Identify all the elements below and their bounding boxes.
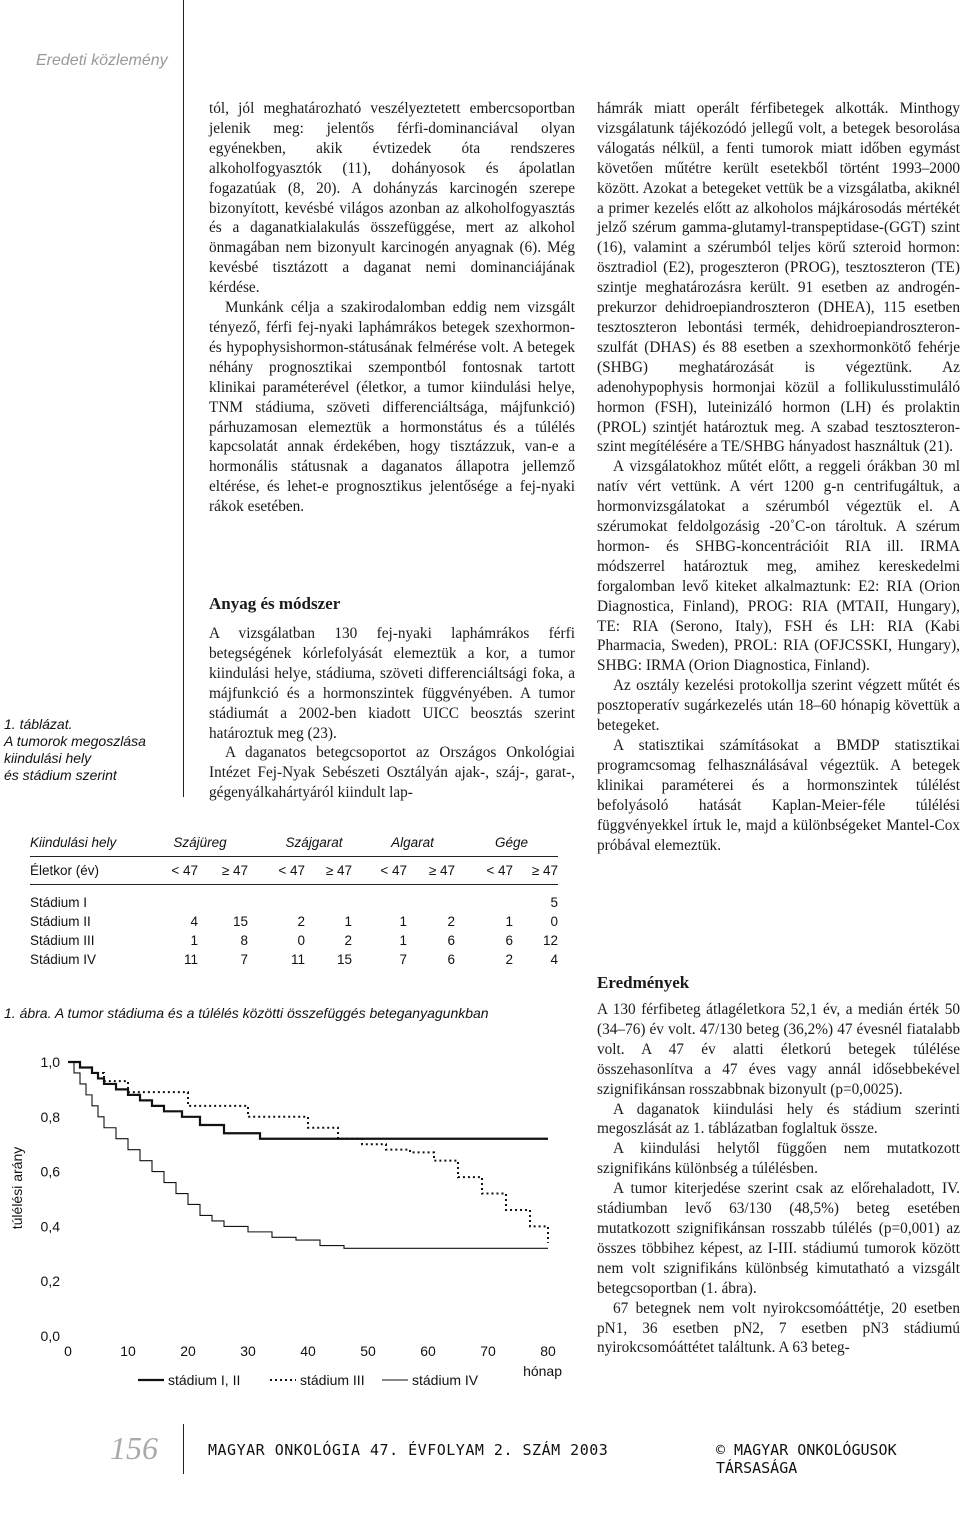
paragraph: A tumor kiterjedése szerint csak az előrehaladott, IV. stádiumban levő 63/130 (48,5%) beteg esetében mutatkozott szignifikánsan rosszabb túlélés (p=0,001) az összes többihez képest, az I-III. stádiumú tumorok között nem volt szignifikáns különbség kimutatható a vizsgált betegcsoportban (1. ábra).: [597, 1180, 960, 1297]
paragraph: A 130 férfibeteg átlagéletkora 52,1 év, a medián érték 50 (34–76) év volt. 47/130 beteg (36,2%) 47 évesnél fiatalabb volt. A 47 év alatti életkorú betegek túlélése összehasonlítva a 47 éves vagy annál idősebbekével szignifikánsan rosszabbnak bizonyult (p=0,0025).: [597, 1001, 960, 1098]
table-cell: [248, 885, 305, 913]
journal-name: MAGYAR ONKOLÓGIA 47. ÉVFOLYAM 2. SZÁM 2003: [208, 1441, 609, 1459]
paragraph: A statisztikai számításokat a BMDP statisztikai programcsomag felhasználásával végeztük. A betegek klinikai paraméterei és a hormonszintek túlélést befolyásoló hatását Kaplan-Meier-féle túlélési függvényekkel írtuk le, majd a különbségeket Mantel-Cox próbával elemeztük.: [597, 737, 960, 854]
text-column-middle-methods: [209, 624, 575, 803]
table-cell: 11: [183, 952, 198, 967]
text-column-right-results: [597, 1000, 960, 1358]
table-cell: ≥ 47: [325, 863, 352, 878]
section-label: Eredeti közlemény: [36, 52, 168, 69]
table-cell: 7: [399, 952, 407, 967]
table-header-cell: Kiindulási hely: [30, 835, 117, 850]
table-cell: 1: [399, 914, 407, 929]
column-rule: [183, 0, 184, 797]
table-cell: [407, 885, 455, 913]
table-age-row: [30, 857, 558, 881]
legend-label: stádium IV: [412, 1372, 479, 1388]
table-header-row: [30, 833, 558, 852]
x-tick-label: 30: [240, 1343, 256, 1359]
table-caption-line: A tumorok megoszlása: [4, 733, 146, 749]
table-cell: 8: [240, 933, 248, 948]
table-cell: < 47: [278, 863, 305, 878]
table-cell: 12: [542, 933, 558, 948]
table-cell: 6: [505, 933, 513, 948]
y-tick-label: 0,0: [40, 1328, 60, 1344]
paragraph: Munkánk célja a szakirodalomban eddig nem vizsgált tényező, férfi fej-nyaki laphámrákos betegek szexhormon- és hypophysishormon-státusának felmérése volt. A betegek néhány prognosztikai szempontból fontosnak tartott klinikai paraméterével (életkor, a tumor kiindulási helye, TNM stádiuma, szöveti differenciáltsága, májfunkció) párhuzamosan elemeztük a hormonstátus és a túlélés kapcsolatát annak érdekében, hogy tisztázzuk, van-e a hormonális státusnak a daganatos állapotra jellemző eltérése, és lehet-e prognosztikus jelentősége a fej-nyaki rákok esetében.: [209, 299, 575, 516]
table-header-cell: Algarat: [391, 835, 434, 850]
y-tick-label: 0,8: [40, 1108, 60, 1125]
table-cell: 2: [297, 914, 305, 929]
table-caption: [4, 716, 146, 784]
table-row: [30, 885, 558, 913]
table-cell: [148, 885, 198, 913]
y-axis-label: túlélési arány: [9, 1146, 25, 1230]
table-header-cell: Szájüreg: [173, 835, 227, 850]
table-cell: [305, 885, 352, 913]
table-cell: 2: [505, 952, 513, 967]
table-cell: Életkor (év): [30, 863, 100, 878]
table-cell: 0: [550, 914, 558, 929]
page-number: 156: [110, 1430, 158, 1466]
paragraph: A vizsgálatokhoz műtét előtt, a reggeli órákban 30 ml natív vért vettünk. A vért 1200 g-n centrifugáltuk, a hormonvizsgálatokat a szérumból végeztük el. A szérumokat feldolgozásig -20˚C-on tároltuk. A szérum hormon- és SHBG-koncentrációit RIA ill. IRMA módszerrel határoztuk meg, amihez kereskedelmi forgalomban levő kiteket alkalmaztunk: E2: RIA (Orion Diagnostica, Finland), PROG: RIA (MTAII, Hungary), TE: RIA (Serono, Italy), FSH és LH: RIA (Kabi Pharmacia, Sweden), PROL: RIA (OFJCSSKI, Hungary), SHBG: IRMA (Orion Diagnostica, Finland).: [597, 458, 960, 675]
table-cell: 1: [190, 933, 198, 948]
paragraph: A daganatok kiindulási hely és stádium szerinti megoszlását az 1. táblázatban foglaltuk össze.: [597, 1100, 960, 1138]
table-cell: 0: [297, 933, 305, 948]
table-cell: ≥ 47: [531, 863, 558, 878]
paragraph: 67 betegnek nem volt nyirokcsomóáttétje, 20 esetben pN1, 36 esetben pN2, 7 esetben pN3 stádiumú nyirokcsomóáttétet találtunk. A 63 beteg-: [597, 1299, 960, 1357]
table-row: [30, 950, 558, 969]
table-cell: 1: [344, 914, 352, 929]
survival-chart: [0, 1030, 580, 1410]
paragraph: A daganatos betegcsoportot az Országos Onkológiai Intézet Fej-Nyak Sebészeti Osztályán ajak-, száj-, garat-, gégenyálkahártyáról kiindult lap-: [209, 744, 575, 802]
x-tick-label: 80: [540, 1343, 556, 1359]
x-tick-label: 50: [360, 1343, 376, 1359]
methods-heading: Anyag és módszer: [209, 594, 341, 613]
x-tick-label: 70: [480, 1343, 496, 1359]
x-tick-label: 40: [300, 1343, 316, 1359]
stage-distribution-table: [30, 833, 558, 969]
table-caption-line: 1. táblázat.: [4, 716, 73, 732]
results-heading: Eredmények: [597, 973, 690, 992]
paragraph: hámrák miatt operált férfibetegek alkották. Minthogy vizsgálatunk tájékozódó jellegű volt, a betegek besorolása válogatás nélkül, a fenti tumorok miatt időben egymást követően műtétre került esetekből történt 1993–2000 között. Azokat a betegeket vettük be a vizsgálatba, akiknél a primer kezelés előtt az alkoholos májkárosodás mértékét jelző szérum gamma-glutamyl-transpeptidase-(GGT) szint (16), valamint a szérumból teljes körű szteroid hormon: ösztradiol (E2), progeszteron (PROG), tesztoszteron (TE) szintje meghatározásra került. 91 esetben az androgén-prekurzor dehidroepiandroszteron (DHEA), 115 esetben tesztoszteron lebontási termék, dehidroepiandroszteron-szulfát (DHAS) és 88 esetben a szexhormonkötő fehérje (SHBG) meghatározását is végeztünk. Az adenohypophysis hormonjai közül a follikulusstimuláló hormon (FSH), luteinizáló hormon (LH) és prolaktin (PROL) szintjét határoztuk meg. A szabad tesztoszteron-szint megítélésére a TE/SHBG hányadost használtuk (21).: [597, 100, 960, 456]
paragraph: tól, jól meghatározható veszélyeztetett embercsoportban jelenik meg: jelentős férfi-dominanciával olyan egyénekben, akik évtizedek óta rendszeres alkoholfogyasztók (11), dohányosok és ápolatlan fogazatúak (8, 20). A dohányzás karcinogén szerepe bizonyított, kevésbé világos azonban az alkoholfogyasztás és a daganatkialakulás összefüggése, mert az alkohol önmagában nem bizonyult karcinogén anyagnak (6). Még kevésbé tisztázott a daganat nemi dominanciájának kérdése.: [209, 100, 575, 297]
x-axis-label: hónap: [523, 1363, 562, 1379]
table-cell: ≥ 47: [221, 863, 248, 878]
x-tick-label: 0: [64, 1343, 72, 1359]
y-tick-label: 0,4: [40, 1218, 60, 1235]
x-tick-label: 60: [420, 1343, 436, 1359]
survival-curve: [68, 1062, 548, 1248]
table-header-cell: Szájgarat: [285, 835, 343, 850]
y-tick-label: 0,2: [40, 1273, 60, 1290]
table-cell: < 47: [171, 863, 198, 878]
footer-rule: [183, 1424, 184, 1474]
y-tick-label: 1,0: [40, 1054, 60, 1070]
table-cell: 15: [336, 952, 352, 967]
table-cell: 4: [190, 914, 198, 929]
table-cell: ≥ 47: [428, 863, 455, 878]
table-header-cell: Gége: [494, 835, 529, 850]
paragraph: A vizsgálatban 130 fej-nyaki laphámrákos férfi betegségének kórlefolyását elemeztük a kor, a tumor kiindulási helye, stádiuma, szöveti differenciáltsági foka, a májfunkció és a hormonszintek függvényében. A tumor stádiumát a 2002-ben kiadott UICC beosztás szerint határoztuk meg (23).: [209, 625, 575, 742]
figure-caption: 1. ábra. A tumor stádiuma és a túlélés közötti összefüggés beteganyagunkban: [4, 1005, 489, 1021]
table-caption-line: kiindulási hely: [4, 750, 92, 766]
table-caption-line: és stádium szerint: [4, 767, 117, 783]
x-tick-label: 20: [180, 1343, 196, 1359]
table-cell: 15: [232, 914, 248, 929]
table-cell: [352, 885, 407, 913]
text-column-middle-top: [209, 99, 575, 517]
table-cell: 4: [550, 952, 558, 967]
table-cell: 11: [290, 952, 305, 967]
paragraph: Az osztály kezelési protokollja szerint végzett műtét és posztoperatív sugárkezelés után 18–60 hónapig követtük a betegeket.: [597, 677, 960, 735]
legend-label: stádium III: [300, 1372, 365, 1388]
table-row: [30, 931, 558, 950]
table-cell: [198, 885, 248, 913]
table-cell: 6: [447, 952, 455, 967]
table-cell: 6: [447, 933, 455, 948]
copyright: © MAGYAR ONKOLÓGUSOK TÁRSASÁGA: [716, 1441, 897, 1477]
table-cell: 5: [550, 895, 558, 910]
x-tick-label: 10: [120, 1343, 136, 1359]
table-cell: 1: [399, 933, 407, 948]
table-cell: < 47: [486, 863, 513, 878]
y-tick-label: 0,6: [40, 1163, 60, 1180]
paragraph: A kiindulási helytől függően nem mutatkozott szignifikáns különbség a túlélésben.: [597, 1140, 960, 1178]
table-cell: Stádium III: [30, 933, 95, 948]
table-cell: 2: [447, 914, 455, 929]
legend-label: stádium I, II: [168, 1372, 241, 1388]
table-cell: 7: [240, 952, 248, 967]
table-cell: Stádium II: [30, 914, 91, 929]
table-row: [30, 912, 558, 931]
table-cell: [455, 885, 513, 913]
text-column-right-top: [597, 99, 960, 855]
table-cell: < 47: [380, 863, 407, 878]
table-cell: 1: [505, 914, 513, 929]
table-cell: Stádium IV: [30, 952, 97, 967]
table-cell: 2: [344, 933, 352, 948]
table-cell: Stádium I: [30, 895, 88, 910]
